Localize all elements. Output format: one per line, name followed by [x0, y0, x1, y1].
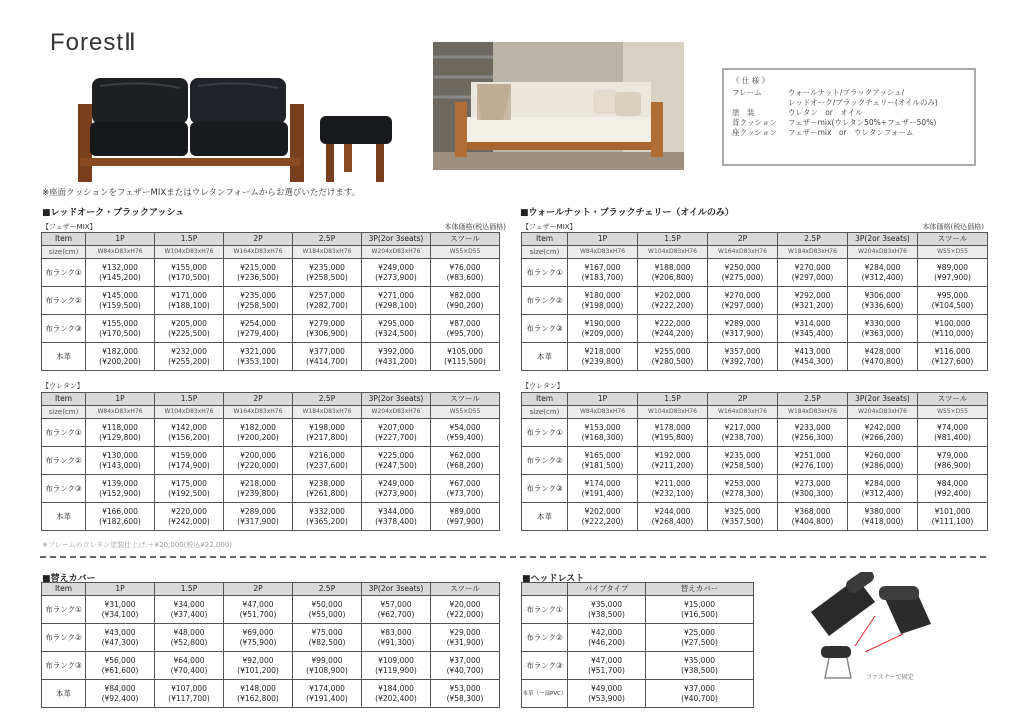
- price-cell: ¥249,000 (¥273,900): [362, 259, 431, 287]
- left-feather-label: 【フェザーMIX】: [42, 223, 97, 231]
- price-cell: ¥270,000 (¥297,000): [708, 287, 778, 315]
- price-cell: ¥273,000 (¥300,300): [778, 475, 848, 503]
- price-cell: ¥330,000 (¥363,000): [848, 315, 918, 343]
- price-cell: ¥84,000 (¥92,400): [918, 475, 988, 503]
- spec-row: [732, 128, 966, 138]
- column-header: 1.5P: [638, 393, 708, 406]
- price-cell: ¥244,000 (¥268,400): [638, 503, 708, 531]
- size-cell: W204xD83xH76: [362, 406, 431, 419]
- rank-cell: 本革: [522, 503, 568, 531]
- column-header: 1P: [86, 233, 155, 246]
- size-row: [522, 406, 988, 419]
- size-row: [42, 246, 500, 259]
- price-cell: ¥155,000 (¥170,500): [155, 259, 224, 287]
- price-cell: ¥215,000 (¥236,500): [224, 259, 293, 287]
- rank-cell: 本革: [42, 680, 86, 708]
- column-header: Item: [42, 393, 86, 406]
- column-header: 2P: [224, 583, 293, 596]
- price-cell: ¥165,000 (¥181,500): [568, 447, 638, 475]
- headrest-title: ■ヘッドレスト: [522, 574, 585, 584]
- price-cell: ¥142,000 (¥156,200): [155, 419, 224, 447]
- table-row: [522, 680, 754, 708]
- price-cell: ¥344,000 (¥378,400): [362, 503, 431, 531]
- price-cell: ¥207,000 (¥227,700): [362, 419, 431, 447]
- rank-cell: 布ランク③: [522, 475, 568, 503]
- table-row: [522, 287, 988, 315]
- price-cell: ¥202,000 (¥222,200): [568, 503, 638, 531]
- price-cell: ¥235,000 (¥258,500): [293, 259, 362, 287]
- column-header: 1.5P: [155, 233, 224, 246]
- price-cell: ¥34,000 (¥37,400): [155, 596, 224, 624]
- rank-cell: 布ランク②: [522, 447, 568, 475]
- price-cell: ¥82,000 (¥90,200): [431, 287, 500, 315]
- price-cell: ¥95,000 (¥104,500): [918, 287, 988, 315]
- table-row: [42, 419, 500, 447]
- price-cell: ¥216,000 (¥237,600): [293, 447, 362, 475]
- rank-cell: 布ランク③: [522, 652, 568, 680]
- price-cell: ¥249,000 (¥273,900): [362, 475, 431, 503]
- price-cell: ¥250,000 (¥275,000): [708, 259, 778, 287]
- right-feather-label: 【フェザーMIX】: [522, 223, 577, 231]
- size-cell: W104xD83xH76: [638, 406, 708, 419]
- rank-cell: 布ランク①: [42, 419, 86, 447]
- column-header: 2.5P: [778, 393, 848, 406]
- price-cell: ¥31,000 (¥34,100): [86, 596, 155, 624]
- table-row: [42, 503, 500, 531]
- rank-cell: 布ランク③: [42, 315, 86, 343]
- price-cell: ¥289,000 (¥317,900): [224, 503, 293, 531]
- left-feather-table: [41, 232, 500, 371]
- price-cell: ¥167,000 (¥183,700): [568, 259, 638, 287]
- size-cell: W164xD83xH76: [224, 246, 293, 259]
- price-cell: ¥428,000 (¥470,800): [848, 343, 918, 371]
- price-cell: ¥225,000 (¥247,500): [362, 447, 431, 475]
- cover-table: [41, 582, 500, 708]
- price-cell: ¥380,000 (¥418,000): [848, 503, 918, 531]
- size-cell: W84xD83xH76: [86, 406, 155, 419]
- price-cell: ¥49,000 (¥53,900): [568, 680, 646, 708]
- column-header: 2.5P: [293, 583, 362, 596]
- size-cell: size(cm): [522, 406, 568, 419]
- price-cell: ¥101,000 (¥111,100): [918, 503, 988, 531]
- column-header: 1P: [568, 393, 638, 406]
- price-cell: ¥235,000 (¥258,500): [224, 287, 293, 315]
- table-row: [522, 503, 988, 531]
- size-cell: W204xD83xH76: [362, 246, 431, 259]
- header-row: [522, 583, 754, 596]
- price-cell: ¥145,000 (¥159,500): [86, 287, 155, 315]
- table-row: [522, 624, 754, 652]
- price-cell: ¥25,000 (¥27,500): [646, 624, 754, 652]
- column-header: 2P: [708, 393, 778, 406]
- left-price-label: 本体価格(税込価格): [444, 223, 506, 231]
- headrest-caption: ファスナーで固定: [866, 674, 914, 681]
- price-cell: ¥67,000 (¥73,700): [431, 475, 500, 503]
- price-cell: ¥166,000 (¥182,600): [86, 503, 155, 531]
- size-cell: W164xD83xH76: [708, 246, 778, 259]
- price-cell: ¥53,000 (¥58,300): [431, 680, 500, 708]
- price-cell: ¥184,000 (¥202,400): [362, 680, 431, 708]
- price-cell: ¥357,000 (¥392,700): [708, 343, 778, 371]
- urethane-note: ※フレームのウレタン塗装仕上げ:＋¥20,000(税込¥22,000): [42, 541, 233, 549]
- price-cell: ¥159,000 (¥174,900): [155, 447, 224, 475]
- size-cell: size(cm): [42, 246, 86, 259]
- column-header: 2P: [708, 233, 778, 246]
- table-row: [42, 287, 500, 315]
- rank-cell: 布ランク①: [522, 419, 568, 447]
- size-row: [522, 246, 988, 259]
- price-cell: ¥392,000 (¥431,200): [362, 343, 431, 371]
- price-cell: ¥368,000 (¥404,800): [778, 503, 848, 531]
- price-cell: ¥89,000 (¥97,900): [431, 503, 500, 531]
- price-cell: ¥118,000 (¥129,800): [86, 419, 155, 447]
- table-row: [522, 475, 988, 503]
- rank-cell: 布ランク②: [42, 447, 86, 475]
- column-header: 1.5P: [155, 393, 224, 406]
- left-urethane-label: 【ウレタン】: [42, 382, 84, 390]
- price-cell: ¥37,000 (¥40,700): [431, 652, 500, 680]
- table-row: [522, 447, 988, 475]
- price-cell: ¥99,000 (¥108,900): [293, 652, 362, 680]
- column-header: 2.5P: [293, 233, 362, 246]
- price-cell: ¥54,000 (¥59,400): [431, 419, 500, 447]
- spec-row: [732, 108, 966, 118]
- price-cell: ¥238,000 (¥261,800): [293, 475, 362, 503]
- rank-cell: 布ランク②: [522, 287, 568, 315]
- column-header: スツール: [431, 393, 500, 406]
- price-cell: ¥62,000 (¥68,200): [431, 447, 500, 475]
- column-header: 3P(2or 3seats): [848, 393, 918, 406]
- price-cell: ¥132,000 (¥145,200): [86, 259, 155, 287]
- headrest-table: [521, 582, 754, 708]
- table-row: [42, 259, 500, 287]
- price-cell: ¥87,000 (¥95,700): [431, 315, 500, 343]
- price-cell: ¥35,000 (¥38,500): [646, 652, 754, 680]
- price-cell: ¥279,000 (¥306,900): [293, 315, 362, 343]
- column-header: 1P: [86, 583, 155, 596]
- price-cell: ¥218,000 (¥239,800): [568, 343, 638, 371]
- spec-key: 座クッション: [732, 128, 777, 137]
- size-cell: W104xD83xH76: [155, 406, 224, 419]
- column-header: スツール: [918, 233, 988, 246]
- price-cell: ¥47,000 (¥51,700): [568, 652, 646, 680]
- price-cell: ¥43,000 (¥47,300): [86, 624, 155, 652]
- right-price-label: 本体価格(税込価格): [922, 223, 984, 231]
- price-cell: ¥178,000 (¥195,800): [638, 419, 708, 447]
- cushion-note: ※座面クッションをフェザーMIXまたはウレタンフォームからお選びいただけます。: [42, 188, 361, 198]
- price-cell: ¥29,000 (¥31,900): [431, 624, 500, 652]
- table-row: [42, 315, 500, 343]
- price-cell: ¥251,000 (¥276,100): [778, 447, 848, 475]
- size-cell: W164xD83xH76: [708, 406, 778, 419]
- price-cell: ¥192,000 (¥211,200): [638, 447, 708, 475]
- price-cell: ¥57,000 (¥62,700): [362, 596, 431, 624]
- left-urethane-table: [41, 392, 500, 531]
- price-cell: ¥257,000 (¥282,700): [293, 287, 362, 315]
- size-cell: W184xD83xH76: [778, 246, 848, 259]
- size-cell: W84xD83xH76: [86, 246, 155, 259]
- table-row: [522, 343, 988, 371]
- right-urethane-label: 【ウレタン】: [522, 382, 564, 390]
- spec-heading: 《 仕 様 》: [732, 76, 770, 85]
- rank-cell: 布ランク②: [42, 624, 86, 652]
- size-cell: W84xD83xH76: [568, 246, 638, 259]
- price-cell: ¥130,000 (¥143,000): [86, 447, 155, 475]
- price-cell: ¥109,000 (¥119,900): [362, 652, 431, 680]
- spec-row: [732, 118, 966, 128]
- price-cell: ¥84,000 (¥92,400): [86, 680, 155, 708]
- column-header: スツール: [431, 583, 500, 596]
- price-cell: ¥42,000 (¥46,200): [568, 624, 646, 652]
- table-row: [522, 259, 988, 287]
- price-cell: ¥174,000 (¥191,400): [568, 475, 638, 503]
- column-header: Item: [522, 393, 568, 406]
- headrest-illustration: [805, 572, 945, 684]
- column-header: 1P: [86, 393, 155, 406]
- spec-key: 塗 装: [732, 108, 755, 117]
- rank-cell: 布ランク①: [522, 259, 568, 287]
- cover-title: ■替えカバー: [42, 574, 96, 584]
- price-cell: ¥254,000 (¥279,400): [224, 315, 293, 343]
- size-cell: W204xD83xH76: [848, 406, 918, 419]
- rank-cell: 布ランク②: [522, 624, 568, 652]
- rank-cell: 本革: [42, 503, 86, 531]
- column-header: パイプタイプ: [568, 583, 646, 596]
- price-cell: ¥332,000 (¥365,200): [293, 503, 362, 531]
- price-cell: ¥205,000 (¥225,500): [155, 315, 224, 343]
- table-row: [42, 680, 500, 708]
- price-cell: ¥148,000 (¥162,800): [224, 680, 293, 708]
- price-cell: ¥37,000 (¥40,700): [646, 680, 754, 708]
- price-cell: ¥235,000 (¥258,500): [708, 447, 778, 475]
- price-cell: ¥220,000 (¥242,000): [155, 503, 224, 531]
- rank-cell: 布ランク②: [42, 287, 86, 315]
- header-row: [42, 583, 500, 596]
- spec-row: [732, 88, 966, 108]
- price-cell: ¥182,000 (¥200,200): [224, 419, 293, 447]
- price-cell: ¥255,000 (¥280,500): [638, 343, 708, 371]
- room-sofa-photo: [433, 42, 684, 170]
- column-header: 2.5P: [293, 393, 362, 406]
- column-header: 3P(2or 3seats): [362, 233, 431, 246]
- price-cell: ¥139,000 (¥152,900): [86, 475, 155, 503]
- price-cell: ¥217,000 (¥238,700): [708, 419, 778, 447]
- header-row: [522, 393, 988, 406]
- size-cell: W104xD83xH76: [155, 246, 224, 259]
- spec-value: フェザーmix(ウレタン50%+フェザー50%): [788, 118, 937, 127]
- price-cell: ¥198,000 (¥217,800): [293, 419, 362, 447]
- size-row: [42, 406, 500, 419]
- rank-cell: 布ランク③: [42, 652, 86, 680]
- right-section-title: ■ウォールナット・ブラックチェリー（オイルのみ）: [520, 208, 734, 218]
- column-header: スツール: [918, 393, 988, 406]
- size-cell: W55×D55: [918, 406, 988, 419]
- table-row: [42, 596, 500, 624]
- table-row: [42, 624, 500, 652]
- size-cell: size(cm): [522, 246, 568, 259]
- leather-sofa-photo: [70, 66, 400, 184]
- right-urethane-table: [521, 392, 988, 531]
- price-cell: ¥211,000 (¥232,100): [638, 475, 708, 503]
- size-cell: W55×D55: [431, 246, 500, 259]
- column-header: 3P(2or 3seats): [362, 393, 431, 406]
- table-row: [522, 419, 988, 447]
- size-cell: W204xD83xH76: [848, 246, 918, 259]
- price-cell: ¥69,000 (¥75,900): [224, 624, 293, 652]
- column-header: 1.5P: [638, 233, 708, 246]
- price-cell: ¥222,000 (¥244,200): [638, 315, 708, 343]
- table-row: [42, 652, 500, 680]
- size-cell: W55×D55: [431, 406, 500, 419]
- price-cell: ¥105,000 (¥115,500): [431, 343, 500, 371]
- price-cell: ¥292,000 (¥321,200): [778, 287, 848, 315]
- price-cell: ¥260,000 (¥286,000): [848, 447, 918, 475]
- size-cell: W84xD83xH76: [568, 406, 638, 419]
- price-cell: ¥295,000 (¥324,500): [362, 315, 431, 343]
- price-cell: ¥116,000 (¥127,600): [918, 343, 988, 371]
- right-feather-table: [521, 232, 988, 371]
- table-row: [42, 447, 500, 475]
- rank-cell: 布ランク①: [42, 259, 86, 287]
- price-cell: ¥270,000 (¥297,000): [778, 259, 848, 287]
- rank-cell: 本革: [42, 343, 86, 371]
- column-header: 2P: [224, 393, 293, 406]
- price-cell: ¥50,000 (¥55,000): [293, 596, 362, 624]
- table-row: [42, 475, 500, 503]
- column-header: 替えカバー: [646, 583, 754, 596]
- price-cell: ¥377,000 (¥414,700): [293, 343, 362, 371]
- price-cell: ¥242,000 (¥266,200): [848, 419, 918, 447]
- price-cell: ¥289,000 (¥317,900): [708, 315, 778, 343]
- price-cell: ¥232,000 (¥255,200): [155, 343, 224, 371]
- rank-cell: 布ランク③: [42, 475, 86, 503]
- header-row: [522, 233, 988, 246]
- spec-value: ウレタン or オイル: [788, 108, 863, 117]
- column-header: 2P: [224, 233, 293, 246]
- price-cell: ¥188,000 (¥206,800): [638, 259, 708, 287]
- price-cell: ¥253,000 (¥278,300): [708, 475, 778, 503]
- price-cell: ¥107,000 (¥117,700): [155, 680, 224, 708]
- price-cell: ¥74,000 (¥81,400): [918, 419, 988, 447]
- rank-cell: 布ランク①: [522, 596, 568, 624]
- price-cell: ¥202,000 (¥222,200): [638, 287, 708, 315]
- price-cell: ¥200,000 (¥220,000): [224, 447, 293, 475]
- price-cell: ¥284,000 (¥312,400): [848, 475, 918, 503]
- header-row: [42, 233, 500, 246]
- price-cell: ¥153,000 (¥168,300): [568, 419, 638, 447]
- price-cell: ¥306,000 (¥336,600): [848, 287, 918, 315]
- price-cell: ¥20,000 (¥22,000): [431, 596, 500, 624]
- price-cell: ¥175,000 (¥192,500): [155, 475, 224, 503]
- column-header: [522, 583, 568, 596]
- column-header: 2.5P: [778, 233, 848, 246]
- price-cell: ¥171,000 (¥188,100): [155, 287, 224, 315]
- size-cell: W184xD83xH76: [293, 246, 362, 259]
- left-section-title: ■レッドオーク・ブラックアッシュ: [42, 208, 185, 218]
- size-cell: W184xD83xH76: [778, 406, 848, 419]
- page-title: ForestⅡ: [50, 29, 137, 56]
- price-cell: ¥174,000 (¥191,400): [293, 680, 362, 708]
- column-header: 3P(2or 3seats): [848, 233, 918, 246]
- price-cell: ¥218,000 (¥239,800): [224, 475, 293, 503]
- column-header: Item: [42, 233, 86, 246]
- price-cell: ¥233,000 (¥256,300): [778, 419, 848, 447]
- price-cell: ¥48,000 (¥52,800): [155, 624, 224, 652]
- size-cell: W104xD83xH76: [638, 246, 708, 259]
- size-cell: W184xD83xH76: [293, 406, 362, 419]
- price-cell: ¥180,000 (¥198,000): [568, 287, 638, 315]
- price-cell: ¥75,000 (¥82,500): [293, 624, 362, 652]
- price-cell: ¥284,000 (¥312,400): [848, 259, 918, 287]
- size-cell: W55×D55: [918, 246, 988, 259]
- rank-cell: 布ランク③: [522, 315, 568, 343]
- size-cell: size(cm): [42, 406, 86, 419]
- table-row: [522, 596, 754, 624]
- table-row: [522, 315, 988, 343]
- table-row: [522, 652, 754, 680]
- column-header: スツール: [431, 233, 500, 246]
- spec-box: [722, 68, 976, 166]
- price-cell: ¥271,000 (¥298,100): [362, 287, 431, 315]
- rank-cell: 布ランク①: [42, 596, 86, 624]
- column-header: 3P(2or 3seats): [362, 583, 431, 596]
- spec-key: フレーム: [732, 88, 762, 97]
- price-cell: ¥35,000 (¥38,500): [568, 596, 646, 624]
- dashed-divider: [40, 556, 986, 558]
- price-cell: ¥83,000 (¥91,300): [362, 624, 431, 652]
- price-cell: ¥64,000 (¥70,400): [155, 652, 224, 680]
- price-cell: ¥89,000 (¥97,900): [918, 259, 988, 287]
- price-cell: ¥413,000 (¥454,300): [778, 343, 848, 371]
- price-cell: ¥182,000 (¥200,200): [86, 343, 155, 371]
- column-header: Item: [42, 583, 86, 596]
- spec-value: フェザーmix or ウレタンフォーム: [788, 128, 914, 137]
- price-cell: ¥47,000 (¥51,700): [224, 596, 293, 624]
- price-cell: ¥155,000 (¥170,500): [86, 315, 155, 343]
- price-cell: ¥15,000 (¥16,500): [646, 596, 754, 624]
- size-cell: W164xD83xH76: [224, 406, 293, 419]
- price-cell: ¥92,000 (¥101,200): [224, 652, 293, 680]
- column-header: Item: [522, 233, 568, 246]
- price-cell: ¥76,000 (¥83,600): [431, 259, 500, 287]
- column-header: 1P: [568, 233, 638, 246]
- rank-cell: 本革（一部PVC）: [522, 680, 568, 708]
- header-row: [42, 393, 500, 406]
- column-header: 1.5P: [155, 583, 224, 596]
- price-cell: ¥325,000 (¥357,500): [708, 503, 778, 531]
- price-cell: ¥56,000 (¥61,600): [86, 652, 155, 680]
- price-cell: ¥190,000 (¥209,000): [568, 315, 638, 343]
- price-cell: ¥321,000 (¥353,100): [224, 343, 293, 371]
- rank-cell: 本革: [522, 343, 568, 371]
- spec-value: ウォールナット/ブラックアッシュ/ レッドオーク/ブラックチェリー(オイルのみ): [788, 88, 938, 107]
- price-cell: ¥100,000 (¥110,000): [918, 315, 988, 343]
- spec-key: 背クッション: [732, 118, 777, 127]
- table-row: [42, 343, 500, 371]
- price-cell: ¥79,000 (¥86,900): [918, 447, 988, 475]
- price-cell: ¥314,000 (¥345,400): [778, 315, 848, 343]
